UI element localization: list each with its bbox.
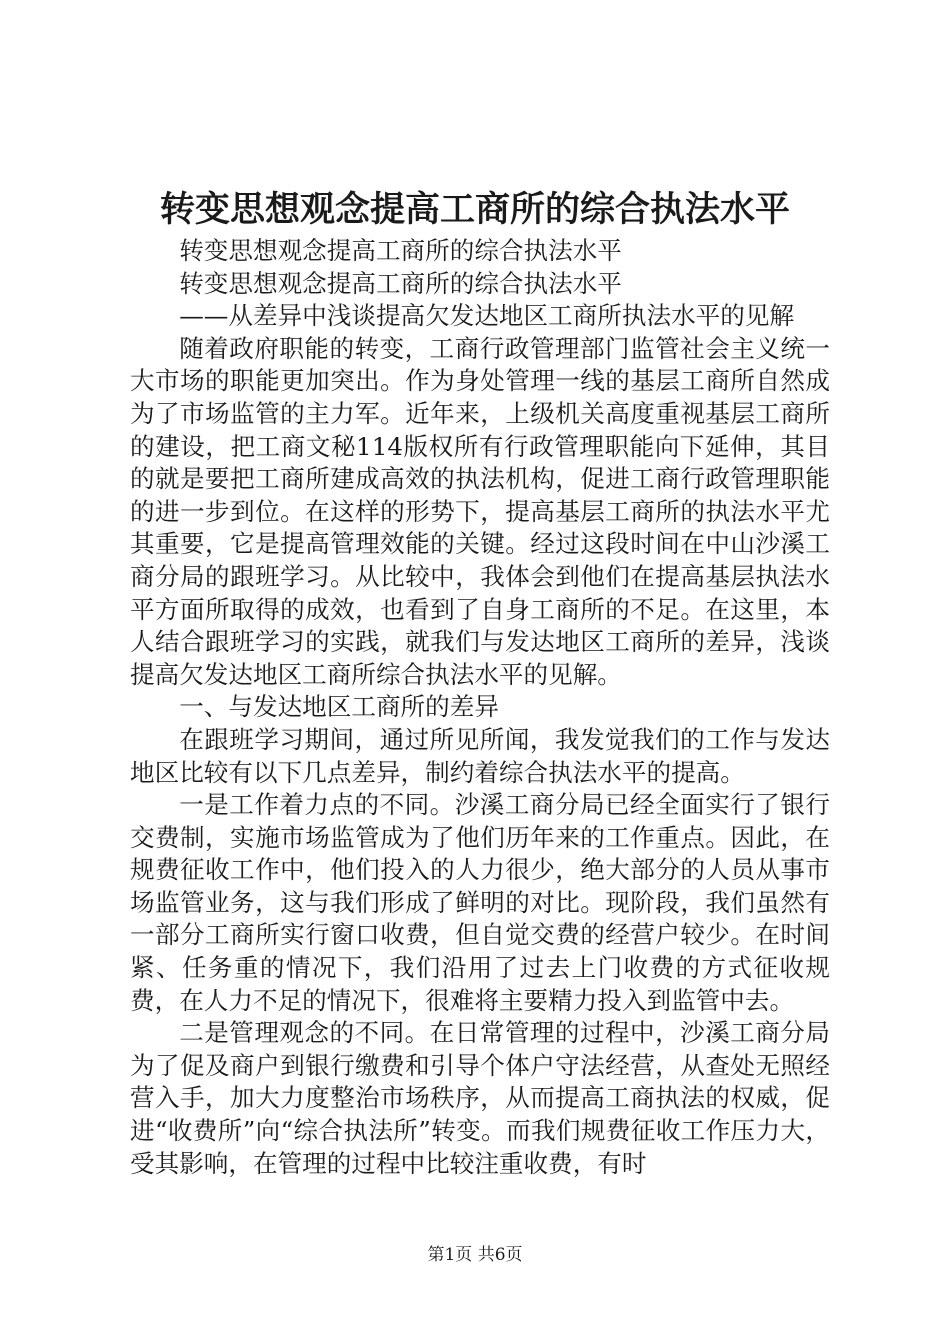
document-title: 转变思想观念提高工商所的综合执法水平 bbox=[159, 189, 790, 230]
paragraph: 一、与发达地区工商所的差异 bbox=[179, 692, 499, 722]
paragraph: 转变思想观念提高工商所的综合执法水平 bbox=[179, 236, 622, 265]
document-body bbox=[130, 235, 830, 1180]
paragraph: ——从差异中浅谈提高欠发达地区工商所执法水平的见解 bbox=[179, 301, 795, 331]
paragraph: 在跟班学习期间，通过所见所闻，我发觉我们的工作与发达地区比较有以下几点差异，制约着综合执法水平的提高。 bbox=[130, 724, 830, 787]
paragraph: 二是管理观念的不同。在日常管理的过程中，沙溪工商分局为了促及商户到银行缴费和引导个体户守法经营，从查处无照经营入手，加大力度整治市场秩序，从而提高工商执法的权威，促进“收费所”向“综合执法所”转变。而我们规费征收工作压力大，受其影响，在管理的过程中比较注重收费，有时 bbox=[130, 1018, 830, 1178]
paragraph: 随着政府职能的转变，工商行政管理部门监管社会主义统一大市场的职能更加突出。作为身处管理一线的基层工商所自然成为了市场监管的主力军。近年来，上级机关高度重视基层工商所的建设，把工商文秘114版权所有行政管理职能向下延伸，其目的就是要把工商所建成高效的执法机构，促进工商行政管理职能的进一步到位。在这样的形势下，提高基层工商所的执法水平尤其重要，它是提高管理效能的关键。经过这段时间在中山沙溪工商分局的跟班学习。从比较中，我体会到他们在提高基层执法水平方面所取得的成效，也看到了自身工商所的不足。在这里，本人结合跟班学习的实践，就我们与发达地区工商所的差异，浅谈提高欠发达地区工商所综合执法水平的见解。 bbox=[130, 333, 830, 689]
paragraph: 一是工作着力点的不同。沙溪工商分局已经全面实行了银行交费制，实施市场监管成为了他们历年来的工作重点。因此，在规费征收工作中，他们投入的人力很少，绝大部分的人员从事市场监管业务，这与我们形成了鲜明的对比。现阶段，我们虽然有一部分工商所实行窗口收费，但自觉交费的经营户较少。在时间紧、任务重的情况下，我们沿用了过去上门收费的方式征收规费，在人力不足的情况下，很难将主要精力投入到监管中去。 bbox=[130, 790, 830, 1015]
paragraph: 转变思想观念提高工商所的综合执法水平 bbox=[179, 268, 622, 298]
page-footer: 第1页 共6页 bbox=[427, 1245, 523, 1265]
